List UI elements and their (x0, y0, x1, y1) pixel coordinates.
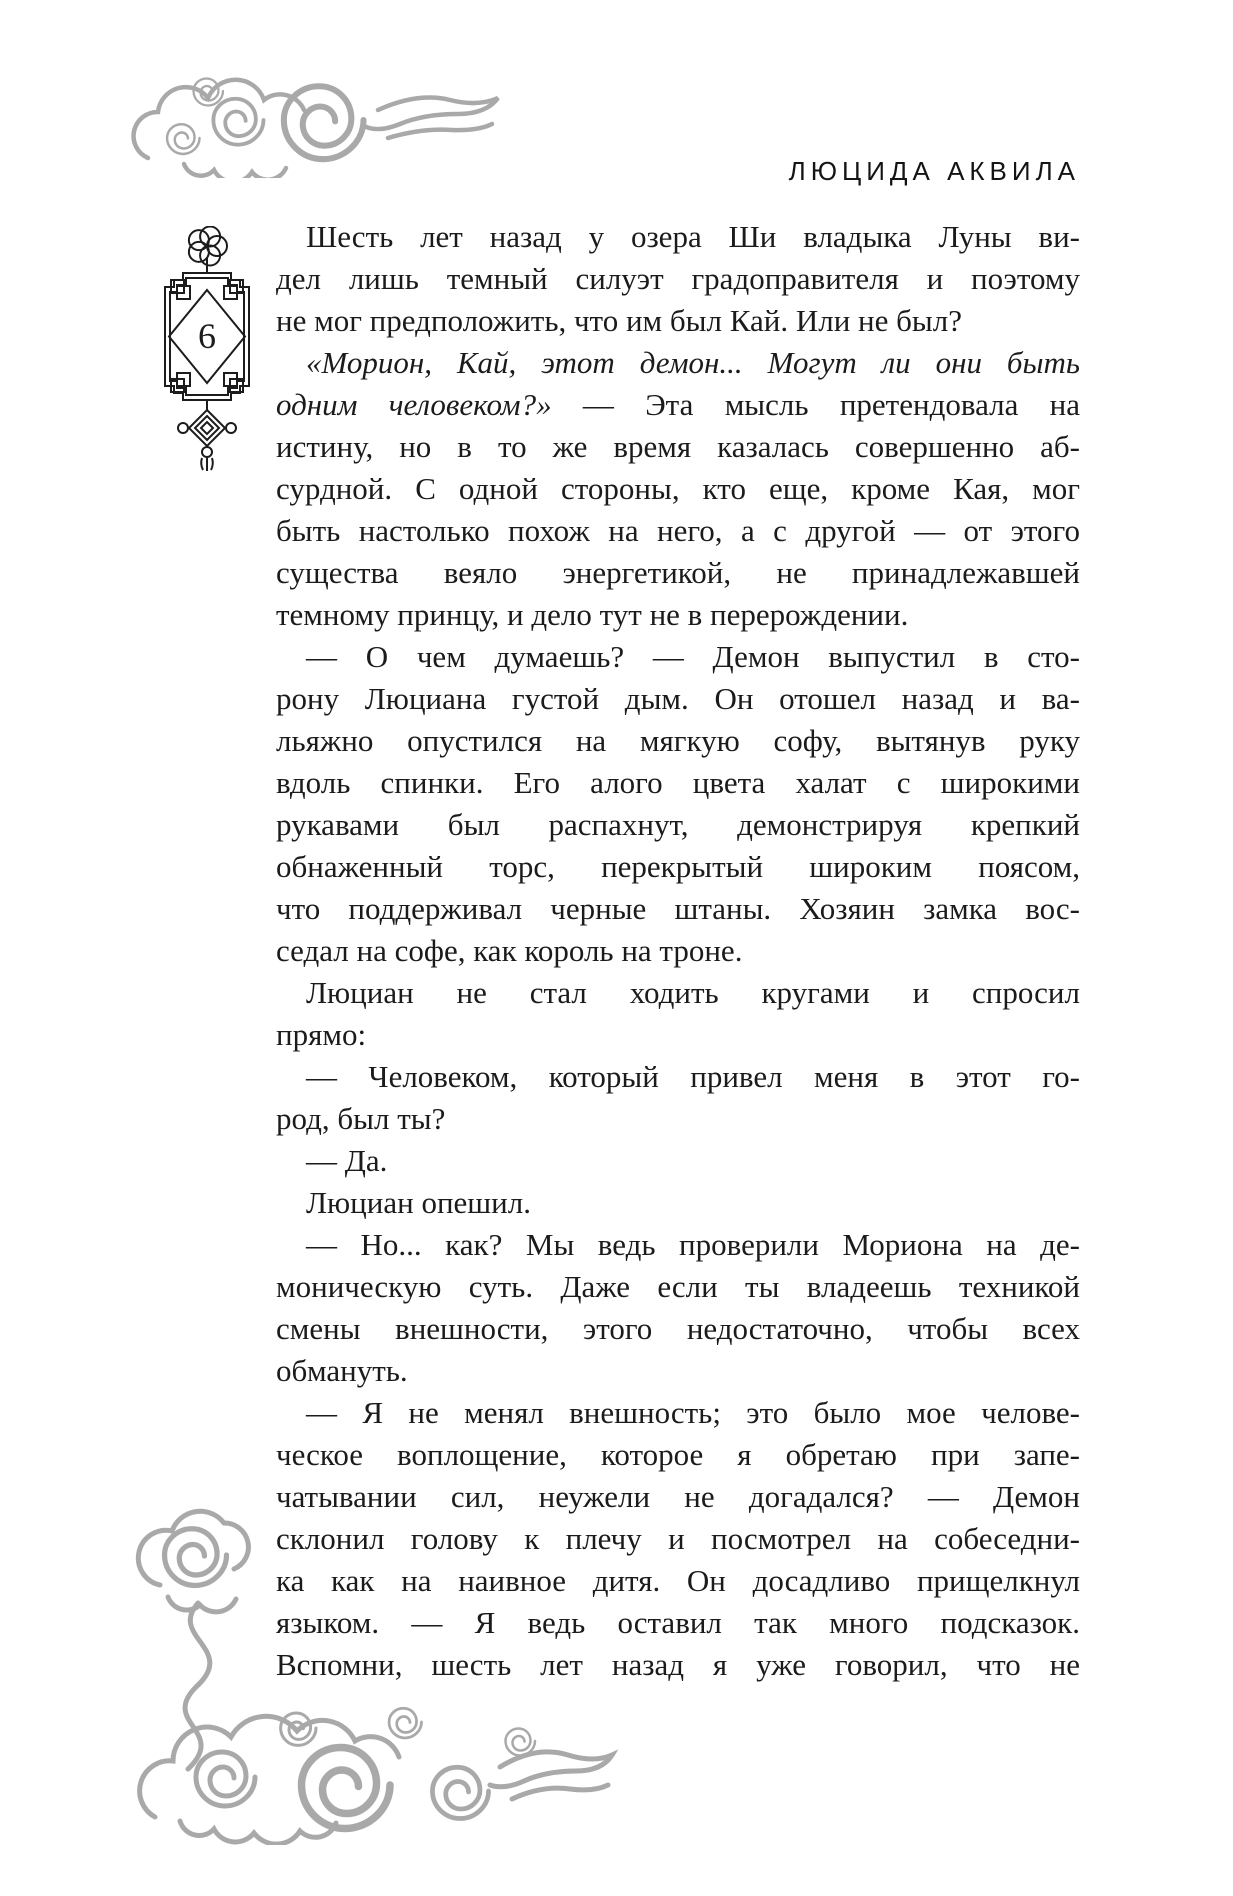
running-header: ЛЮЦИДА АКВИЛА (788, 156, 1080, 186)
text-line (276, 1392, 1080, 1434)
body-text: не мог предположить, что им был Кай. Или не был? (276, 303, 962, 338)
body-text: Шесть лет назад у озера Ши владыка Луны ви- (306, 219, 1080, 254)
text-line (276, 300, 1080, 342)
body-text: существа веяло энергетикой, не принадлежавшей (276, 555, 1080, 590)
body-text: смены внешности, этого недостаточно, чтобы всех (276, 1311, 1080, 1346)
text-line (276, 1056, 1080, 1098)
text-line (276, 258, 1080, 300)
body-text: — О чем думаешь? — Демон выпустил в сто- (306, 639, 1080, 674)
text-line (276, 468, 1080, 510)
paragraph (276, 1182, 1080, 1224)
text-line (276, 384, 1080, 426)
body-text: — Человеком, который привел меня в этот го- (306, 1059, 1080, 1094)
body-text: ческое воплощение, которое я обретаю при запе- (276, 1437, 1080, 1472)
body-text: обмануть. (276, 1353, 408, 1388)
body-text: дел лишь темный силуэт градоправителя и поэтому (276, 261, 1080, 296)
paragraph (276, 1224, 1080, 1392)
paragraph (276, 972, 1080, 1056)
chapter-number: 6 (198, 316, 216, 356)
text-line (276, 1308, 1080, 1350)
top-cloud-ornament (88, 58, 508, 178)
text-line (276, 510, 1080, 552)
text-line (276, 636, 1080, 678)
text-line (276, 1182, 1080, 1224)
text-line (276, 1098, 1080, 1140)
text-line (276, 216, 1080, 258)
body-text: быть настолько похож на него, а с другой — от этого (276, 513, 1080, 548)
bottom-cloud-ornament (60, 1485, 620, 1845)
text-line (276, 342, 1080, 384)
body-text: языком. — Я ведь оставил так много подсказок. (276, 1605, 1080, 1640)
text-line (276, 552, 1080, 594)
body-text: сурдной. С одной стороны, кто еще, кроме Кая, мог (276, 471, 1080, 506)
body-text: что поддерживал черные штаны. Хозяин замка вос- (276, 891, 1080, 926)
text-line (276, 720, 1080, 762)
chapter-lantern-ornament (159, 226, 255, 476)
body-text: истину, но в то же время казалась совершенно аб- (276, 429, 1080, 464)
body-text: прямо: (276, 1017, 367, 1052)
body-text: чатывании сил, неужели не догадался? — Демон (276, 1479, 1080, 1514)
paragraph (276, 1140, 1080, 1182)
text-line (276, 930, 1080, 972)
body-text: темному принцу, и дело тут не в перерождении. (276, 597, 909, 632)
body-text: ка как на наивное дитя. Он досадливо прищелкнул (276, 1563, 1080, 1598)
body-text: рукавами был распахнут, демонстрируя крепкий (276, 807, 1080, 842)
body-text: род, был ты? (276, 1101, 446, 1136)
body-text: рону Люциана густой дым. Он отошел назад и ва- (276, 681, 1080, 716)
body-text: Люциан не стал ходить кругами и спросил (306, 975, 1080, 1010)
text-column (276, 216, 1080, 1686)
text-line (276, 972, 1080, 1014)
text-line (276, 594, 1080, 636)
paragraph (276, 1056, 1080, 1140)
body-text: — Да. (306, 1143, 388, 1178)
text-line (276, 804, 1080, 846)
body-text: льяжно опустился на мягкую софу, вытянув руку (276, 723, 1080, 758)
body-text: — Эта мысль претендовала на (551, 387, 1080, 422)
text-line (276, 1014, 1080, 1056)
paragraph (276, 636, 1080, 972)
body-text: склонил голову к плечу и посмотрел на собеседни- (276, 1521, 1080, 1556)
text-line (276, 888, 1080, 930)
text-line (276, 762, 1080, 804)
text-line (276, 1140, 1080, 1182)
body-text: вдоль спинки. Его алого цвета халат с широкими (276, 765, 1080, 800)
body-text: Люциан опешил. (306, 1185, 531, 1220)
body-text: моническую суть. Даже если ты владеешь техникой (276, 1269, 1080, 1304)
italic-text: «Морион, Кай, этот демон... Могут ли они быть (306, 345, 1080, 380)
text-line (276, 1224, 1080, 1266)
body-text: — Я не менял внешность; это было мое челове- (306, 1395, 1080, 1430)
text-line (276, 1434, 1080, 1476)
text-line (276, 426, 1080, 468)
body-text: Вспомни, шесть лет назад я уже говорил, что не (276, 1647, 1080, 1682)
paragraph (276, 342, 1080, 636)
text-line (276, 1266, 1080, 1308)
text-line (276, 678, 1080, 720)
paragraph (276, 216, 1080, 342)
text-line (276, 1350, 1080, 1392)
body-text: седал на софе, как король на троне. (276, 933, 743, 968)
italic-text: одним человеком?» (276, 387, 552, 422)
body-text: — Но... как? Мы ведь проверили Мориона на де- (306, 1227, 1080, 1262)
text-line (276, 846, 1080, 888)
body-text: обнаженный торс, перекрытый широким поясом, (276, 849, 1080, 884)
